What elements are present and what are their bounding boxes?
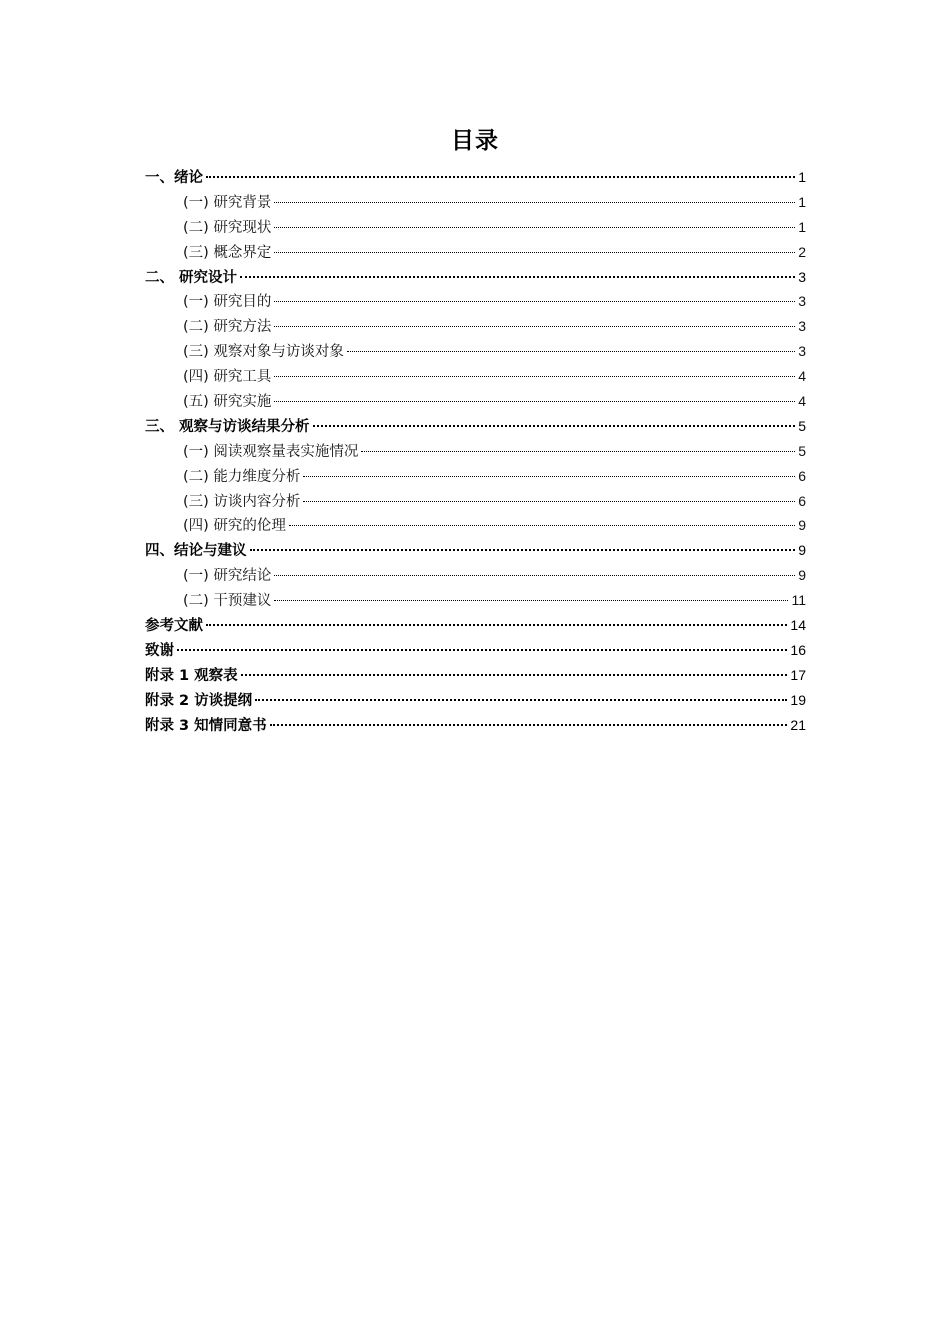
toc-entry-text: 附录 2 访谈提纲 [145, 692, 253, 709]
toc-dot-leader [274, 575, 795, 576]
toc-entry-text: 四、结论与建议 [145, 543, 247, 560]
toc-entry-page-number: 17 [790, 666, 806, 683]
toc-dot-leader [274, 326, 795, 327]
toc-dot-leader [274, 401, 795, 402]
toc-dot-leader [361, 451, 795, 452]
toc-dot-leader [270, 724, 788, 726]
toc-entry-text: (一) 阅读观察量表实施情况 [183, 443, 359, 460]
toc-entry-text: (一) 研究结论 [183, 568, 272, 585]
toc-dot-leader [274, 252, 795, 253]
toc-dot-leader [241, 674, 788, 676]
toc-dot-leader [274, 227, 795, 228]
toc-entry-text: (五) 研究实施 [183, 394, 272, 411]
toc-entry-text: 三、 观察与访谈结果分析 [145, 418, 310, 435]
toc-entry-page-number: 5 [798, 417, 806, 434]
toc-entry-page-number: 16 [790, 641, 806, 658]
toc-entry[interactable] [145, 513, 806, 538]
toc-entry-page-number: 3 [798, 268, 806, 285]
toc-entry[interactable] [145, 563, 806, 588]
toc-entry-text: 附录 1 观察表 [145, 667, 238, 684]
toc-entry[interactable] [145, 289, 806, 314]
toc-dot-leader [274, 600, 788, 601]
toc-entry[interactable] [145, 339, 806, 364]
toc-entry-page-number: 21 [790, 716, 806, 733]
toc-entry[interactable] [145, 314, 806, 339]
toc-entry[interactable] [145, 538, 806, 563]
toc-title: 目录 [451, 128, 499, 154]
toc-entry[interactable] [145, 389, 806, 414]
toc-dot-leader [274, 202, 795, 203]
toc-entry[interactable] [145, 489, 806, 514]
toc-entry-text: 附录 3 知情同意书 [145, 717, 267, 734]
toc-dot-leader [274, 376, 795, 377]
toc-entry-page-number: 2 [798, 243, 806, 260]
toc-entry[interactable] [145, 464, 806, 489]
toc-dot-leader [274, 301, 795, 302]
toc-entry-page-number: 1 [798, 193, 806, 210]
toc-entry[interactable] [145, 688, 806, 713]
toc-entry-page-number: 4 [798, 368, 806, 385]
toc-entry-text: 二、 研究设计 [145, 269, 238, 286]
toc-entry-text: (二) 研究现状 [183, 219, 272, 236]
toc-dot-leader [303, 476, 795, 477]
toc-entry-text: (一) 研究背景 [183, 194, 272, 211]
toc-entry[interactable] [145, 190, 806, 215]
toc-entry-page-number: 1 [798, 218, 806, 235]
toc-entry[interactable] [145, 638, 806, 663]
toc-entry-text: (四) 研究工具 [183, 369, 272, 386]
toc-dot-leader [303, 501, 795, 502]
toc-entry-text: (三) 访谈内容分析 [183, 493, 301, 510]
toc-entry-page-number: 3 [798, 343, 806, 360]
toc-entry[interactable] [145, 240, 806, 265]
toc-dot-leader [255, 699, 787, 701]
toc-list [145, 165, 806, 737]
toc-entry-text: (二) 研究方法 [183, 319, 272, 336]
toc-dot-leader [313, 425, 796, 427]
toc-entry-text: 一、绪论 [145, 170, 203, 186]
toc-dot-leader [177, 649, 787, 651]
toc-entry-page-number: 14 [790, 617, 806, 634]
toc-entry-page-number: 6 [798, 492, 806, 509]
toc-entry-page-number: 1 [798, 169, 806, 185]
toc-entry-text: 参考文献 [145, 618, 203, 635]
toc-entry[interactable] [145, 364, 806, 389]
toc-entry[interactable] [145, 165, 806, 190]
toc-entry-text: 致谢 [145, 642, 174, 659]
toc-entry-text: (三) 概念界定 [183, 244, 272, 261]
toc-entry-page-number: 4 [798, 393, 806, 410]
toc-entry-page-number: 6 [798, 467, 806, 484]
toc-entry-page-number: 9 [798, 567, 806, 584]
toc-entry-text: (四) 研究的伦理 [183, 518, 286, 535]
toc-entry-text: (三) 观察对象与访谈对象 [183, 344, 344, 361]
toc-dot-leader [289, 525, 795, 526]
toc-entry-page-number: 11 [791, 592, 806, 609]
toc-entry[interactable] [145, 613, 806, 638]
toc-dot-leader [240, 276, 795, 278]
toc-entry-page-number: 9 [798, 517, 806, 534]
toc-entry[interactable] [145, 588, 806, 613]
toc-entry-page-number: 5 [798, 442, 806, 459]
toc-entry-page-number: 3 [798, 318, 806, 335]
toc-entry[interactable] [145, 439, 806, 464]
toc-entry-text: (二) 能力维度分析 [183, 468, 301, 485]
toc-entry-page-number: 3 [798, 293, 806, 310]
toc-entry-page-number: 19 [790, 691, 806, 708]
toc-entry-page-number: 9 [798, 542, 806, 559]
toc-entry[interactable] [145, 663, 806, 688]
toc-entry[interactable] [145, 414, 806, 439]
toc-dot-leader [206, 176, 795, 178]
toc-entry[interactable] [145, 713, 806, 738]
toc-entry[interactable] [145, 215, 806, 240]
toc-dot-leader [206, 624, 787, 626]
toc-entry[interactable] [145, 265, 806, 290]
toc-entry-text: (一) 研究目的 [183, 294, 272, 311]
toc-dot-leader [250, 549, 796, 551]
toc-entry-text: (二) 干预建议 [183, 593, 272, 610]
toc-dot-leader [347, 351, 795, 352]
